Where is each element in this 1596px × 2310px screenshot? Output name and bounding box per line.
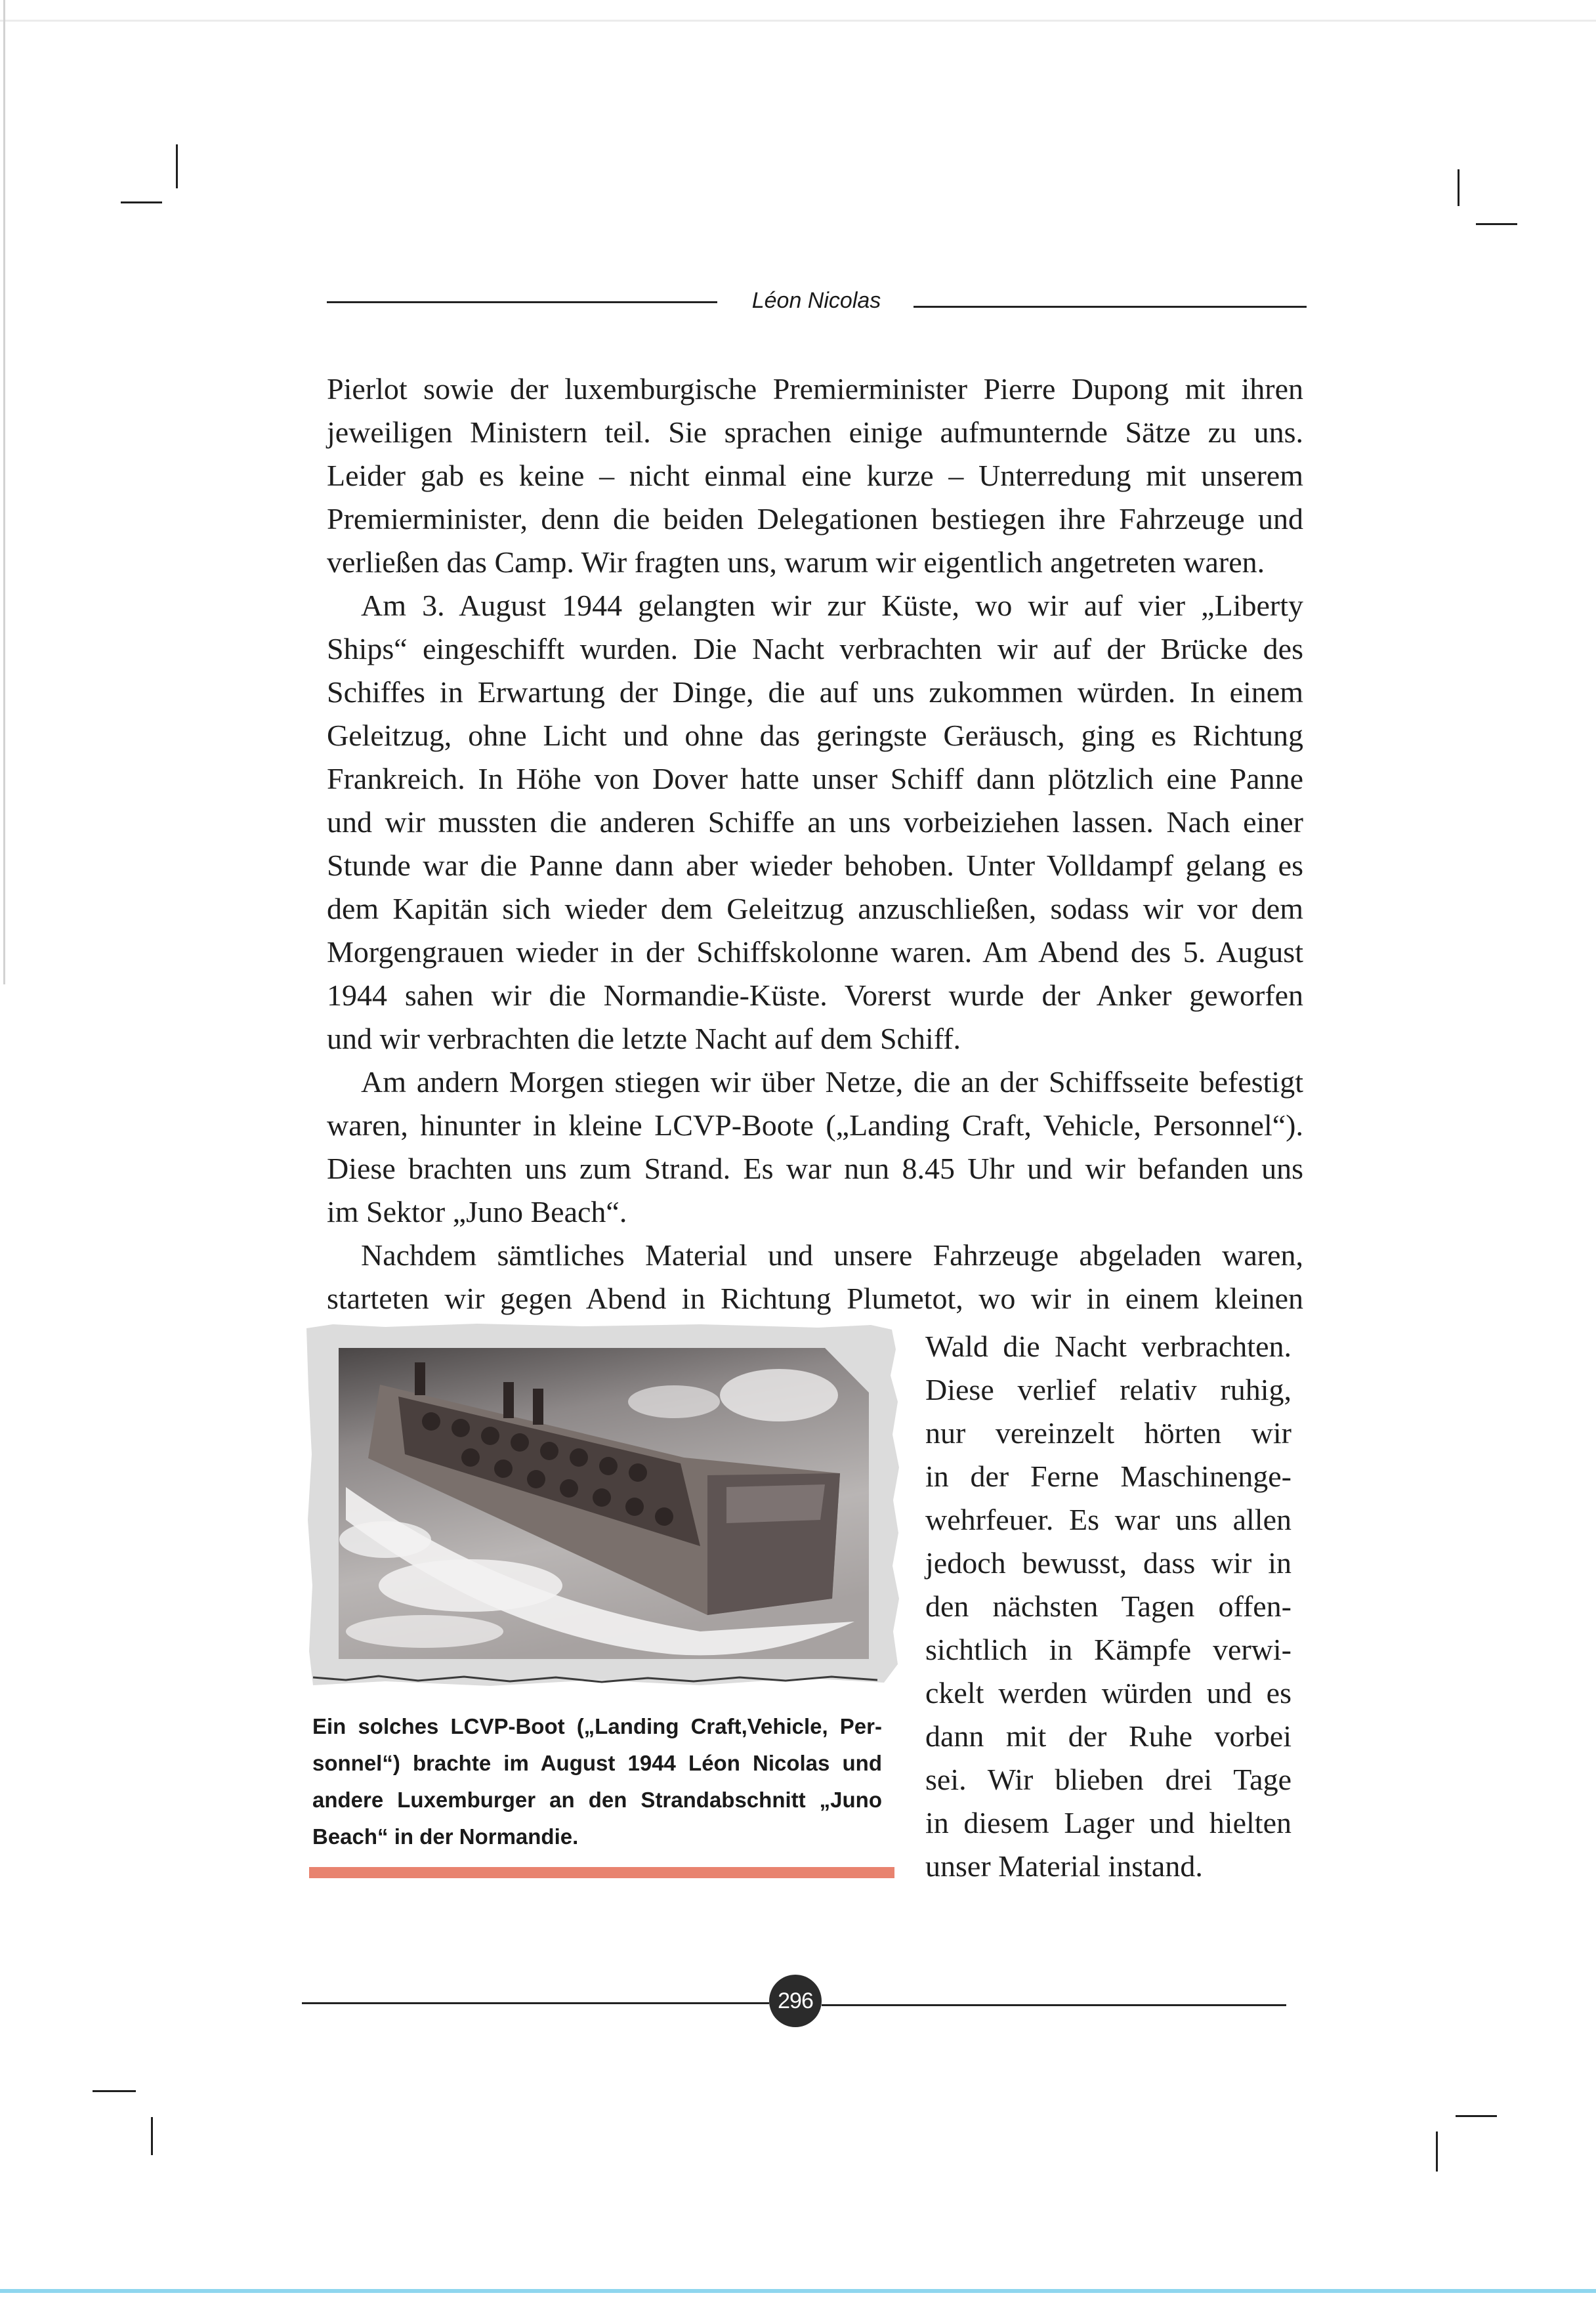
- body-text: [327, 368, 1303, 1320]
- body-line: im Sektor „Juno Beach“.: [327, 1195, 627, 1228]
- figure-caption: [312, 1708, 882, 1855]
- body-line: Morgengrauen wieder in der Schiffskolonne waren. Am Abend des 5. August: [327, 935, 1303, 969]
- body-line: verließen das Camp. Wir fragten uns, warum wir eigentlich angetreten waren.: [327, 545, 1265, 579]
- column-line: in der Ferne Maschinenge-: [925, 1460, 1292, 1493]
- body-line: Am 3. August 1944 gelangten wir zur Küste, wo wir auf vier „Liberty: [361, 589, 1303, 622]
- body-line: Stunde war die Panne dann aber wieder behoben. Unter Volldampf gelang es: [327, 849, 1303, 882]
- body-line: Geleitzug, ohne Licht und ohne das geringste Geräusch, ging es Richtung: [327, 719, 1303, 752]
- crop-mark-bottom-left-horizontal: [93, 2090, 136, 2092]
- header-rule-right: [914, 306, 1307, 308]
- column-line: unser Material instand.: [925, 1849, 1203, 1883]
- body-line: Frankreich. In Höhe von Dover hatte unser Schiff dann plötzlich eine Panne: [327, 762, 1303, 795]
- footer-rule-left: [302, 2002, 769, 2004]
- column-line: dann mit der Ruhe vorbei: [925, 1719, 1292, 1753]
- page-number: 296: [769, 1975, 822, 2027]
- body-line: und wir verbrachten die letzte Nacht auf dem Schiff.: [327, 1022, 961, 1055]
- caption-line: Ein solches LCVP-Boot („Landing Craft,Vehicle, Per-: [312, 1714, 882, 1738]
- caption-line: sonnel“) brachte im August 1944 Léon Nicolas und: [312, 1751, 882, 1775]
- body-line: Leider gab es keine – nicht einmal eine kurze – Unterredung mit unserem: [327, 459, 1303, 492]
- body-line: starteten wir gegen Abend in Richtung Plumetot, wo wir in einem kleinen: [327, 1282, 1303, 1315]
- body-line: Nachdem sämtliches Material und unsere Fahrzeuge abgeladen waren,: [361, 1238, 1303, 1272]
- caption-line: Beach“ in der Normandie.: [312, 1824, 579, 1849]
- column-line: wehrfeuer. Es war uns allen: [925, 1503, 1292, 1536]
- scan-top-edge: [0, 20, 1596, 22]
- crop-mark-bottom-right-horizontal: [1456, 2115, 1497, 2117]
- body-line: und wir mussten die anderen Schiffe an uns vorbeiziehen lassen. Nach einer: [327, 805, 1303, 839]
- body-line: 1944 sahen wir die Normandie-Küste. Vorerst wurde der Anker geworfen: [327, 978, 1303, 1012]
- crop-mark-top-left-vertical: [176, 144, 178, 188]
- body-line: Pierlot sowie der luxemburgische Premierminister Pierre Dupong mit ihren: [327, 372, 1303, 406]
- running-title: Léon Nicolas: [751, 288, 881, 313]
- scan-bottom-edge: [0, 2289, 1596, 2293]
- body-line: Premierminister, denn die beiden Delegationen bestiegen ihre Fahrzeuge und: [327, 502, 1303, 536]
- column-line: in diesem Lager und hielten: [925, 1806, 1292, 1839]
- body-line: dem Kapitän sich wieder dem Geleitzug anzuschließen, sodass wir vor dem: [327, 892, 1303, 925]
- crop-mark-top-right-horizontal: [1476, 223, 1517, 225]
- column-line: jedoch bewusst, dass wir in: [925, 1546, 1292, 1580]
- crop-mark-bottom-right-vertical: [1436, 2132, 1438, 2172]
- column-line: Diese verlief relativ ruhig,: [925, 1373, 1292, 1406]
- body-line: Diese brachten uns zum Strand. Es war nun 8.45 Uhr und wir befanden uns: [327, 1152, 1303, 1185]
- body-line: Am andern Morgen stiegen wir über Netze, die an der Schiffsseite befestigt: [361, 1065, 1303, 1099]
- crop-mark-top-right-vertical: [1458, 169, 1460, 206]
- column-text: [925, 1325, 1292, 1888]
- column-line: sichtlich in Kämpfe verwi-: [925, 1633, 1292, 1666]
- column-line: ckelt werden würden und es: [925, 1676, 1292, 1710]
- column-line: den nächsten Tagen offen-: [925, 1589, 1292, 1623]
- column-line: nur vereinzelt hörten wir: [925, 1416, 1292, 1450]
- scan-left-edge: [3, 0, 5, 984]
- caption-line: andere Luxemburger an den Strandabschnitt „Juno: [312, 1788, 882, 1812]
- column-line: Wald die Nacht verbrachten.: [925, 1330, 1292, 1363]
- landing-craft-photo: [306, 1323, 902, 1694]
- footer-rule-right: [822, 2004, 1286, 2006]
- body-line: Schiffes in Erwartung der Dinge, die auf uns zukommen würden. In einem: [327, 675, 1303, 709]
- header-rule-left: [327, 301, 717, 303]
- body-line: waren, hinunter in kleine LCVP-Boote („Landing Craft, Vehicle, Personnel“).: [327, 1108, 1303, 1142]
- body-line: Ships“ eingeschifft wurden. Die Nacht verbrachten wir auf der Brücke des: [327, 632, 1303, 665]
- crop-mark-top-left-horizontal: [121, 201, 162, 203]
- body-line: jeweiligen Ministern teil. Sie sprachen einige aufmunternde Sätze zu uns.: [327, 415, 1303, 449]
- caption-accent-bar: [309, 1867, 894, 1878]
- column-line: sei. Wir blieben drei Tage: [925, 1763, 1292, 1796]
- crop-mark-bottom-left-vertical: [151, 2117, 153, 2155]
